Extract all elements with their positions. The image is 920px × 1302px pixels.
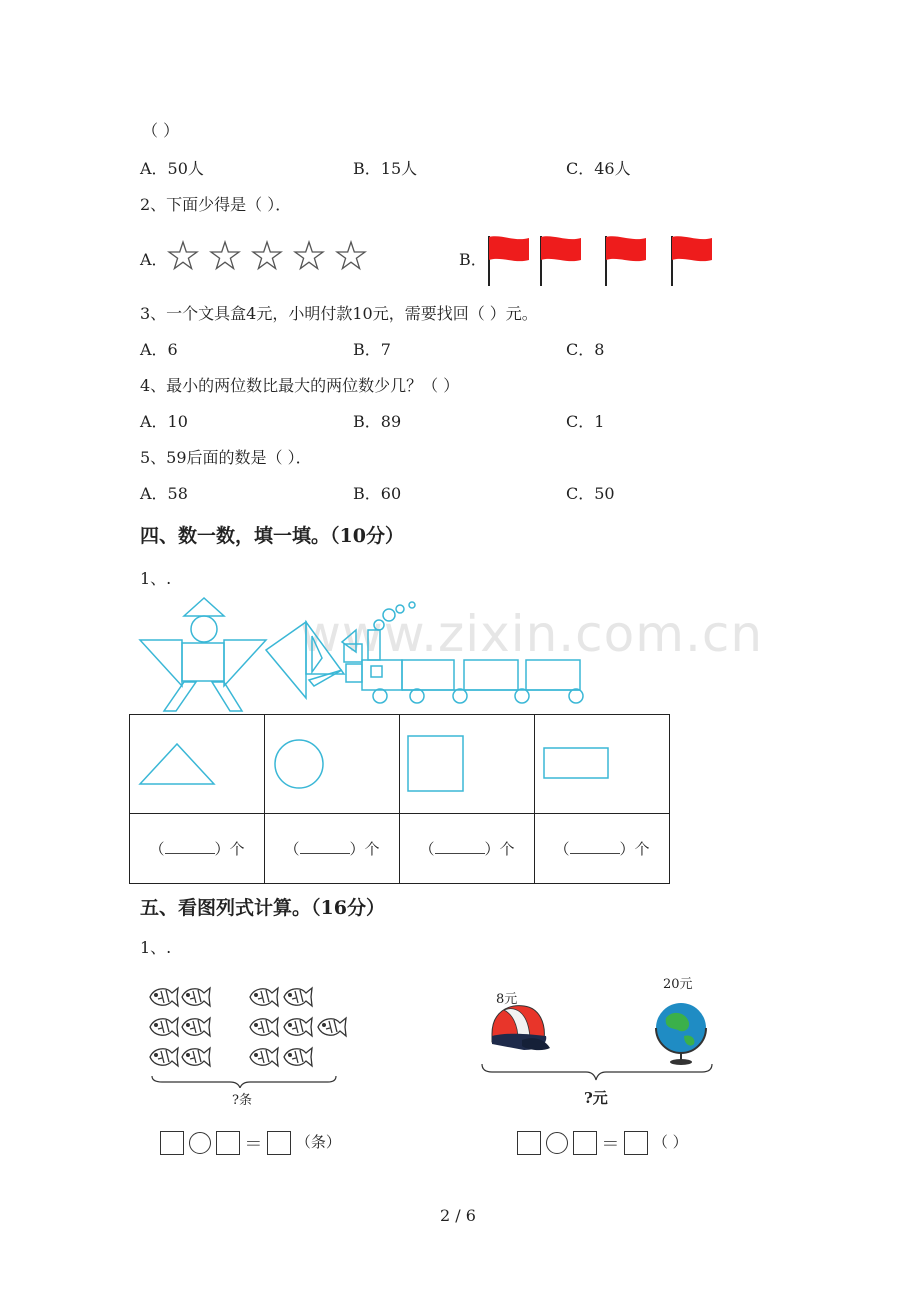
equation-box[interactable] [517,1131,541,1155]
q2-option-a-label: A． [140,250,168,269]
operator-circle[interactable] [189,1132,211,1154]
star-icon [253,242,281,269]
q2-stars [166,240,376,274]
rectangle-shape [535,715,669,809]
equation-box[interactable] [624,1131,648,1155]
square-count-blank[interactable]: （ ）个 [400,814,535,884]
equals-sign: ＝ [244,1134,263,1155]
equation-box[interactable] [160,1131,184,1155]
fish-total-label: ?条 [232,1093,252,1108]
equation-box[interactable] [216,1131,240,1155]
section5-title: 五、看图列式计算。（16分） [140,897,385,919]
q2-option-b-label: B． [459,250,487,269]
flag-icon [672,236,712,286]
equation-box[interactable] [267,1131,291,1155]
section4-title: 四、数一数，填一填。（10分） [140,525,404,547]
q4-option-b: B．89 [353,412,402,431]
watermark: www.zixin.com.cn [300,605,764,663]
shape-composition-figure [134,594,594,714]
flag-icon [489,236,529,286]
q1-option-b: B．15人 [353,159,418,178]
square-shape [400,715,534,809]
cap-icon [492,1006,550,1050]
section4-item: 1、. [140,569,172,588]
page-number: 2 / 6 [440,1206,476,1225]
triangle-shape [130,715,264,809]
q2-text: 2、下面少得是（ ）． [140,195,292,214]
q5-option-c: C．50 [566,484,615,503]
circle-cell [265,715,400,814]
star-icon [337,242,365,269]
q4-text: 4、最小的两位数比最大的两位数少几？（ ） [140,376,460,395]
q2-flags [484,234,718,288]
q1-option-c: C．46人 [566,159,631,178]
cap-globe-picture [478,990,723,1092]
flag-icon [541,236,581,286]
circle-count-blank[interactable]: （ ）个 [265,814,400,884]
q1-answer-blank: （ ） [142,121,180,140]
q5-option-a: A．58 [140,484,188,503]
q4-option-c: C．1 [566,412,605,431]
triangle-count-blank[interactable]: （ ）个 [130,814,265,884]
q1-option-a: A．50人 [140,159,204,178]
section5-item: 1、. [140,938,172,957]
q5-text: 5、59后面的数是（ ）． [140,448,312,467]
price-brace [482,1064,712,1080]
triangle-cell [130,715,265,814]
q3-option-a: A．6 [140,340,178,359]
fish-unit: （条） [295,1133,341,1151]
fish-group-right [250,988,346,1066]
price-equation [517,1130,688,1156]
globe-price: 20元 [663,977,693,992]
shape-count-table [129,714,670,884]
star-icon [295,242,323,269]
price-unit-blank[interactable]: （ ） [652,1133,688,1151]
fish-group-left [150,988,210,1066]
globe-icon [656,1003,706,1065]
fish-brace [152,1076,336,1088]
q3-option-c: C．8 [566,340,605,359]
square-cell [400,715,535,814]
circle-shape [265,715,399,809]
q3-option-b: B．7 [353,340,391,359]
operator-circle[interactable] [546,1132,568,1154]
q5-option-b: B．60 [353,484,402,503]
fish-picture [140,978,350,1088]
equation-box[interactable] [573,1131,597,1155]
q3-text: 3、一个文具盒4元，小明付款10元，需要找回（ ）元。 [140,304,538,323]
flag-icon [606,236,646,286]
cap-price: 8元 [496,992,518,1007]
price-total-label: ?元 [584,1089,608,1107]
star-icon [169,242,197,269]
fish-equation [160,1130,341,1156]
star-icon [211,242,239,269]
rectangle-count-blank[interactable]: （ ）个 [535,814,670,884]
q4-option-a: A．10 [140,412,188,431]
rectangle-cell [535,715,670,814]
equals-sign: ＝ [601,1134,620,1155]
